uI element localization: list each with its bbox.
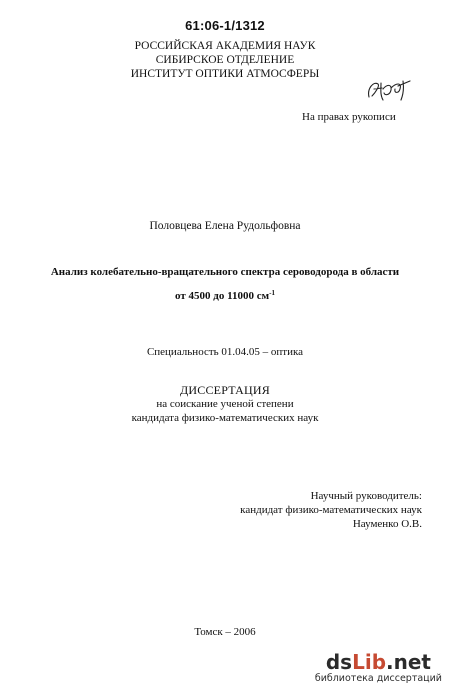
dissertation-title [0,262,450,307]
specialty: Специальность 01.04.05 – оптика [146,346,304,358]
rights-notice: На правах рукописи [302,111,396,123]
dslib-watermark [315,651,442,685]
advisor-block [240,489,422,531]
watermark-logo: dsLib.net [325,650,431,674]
degree-line-1: на соискание ученой степени [156,398,294,410]
institution-line-branch: СИБИРСКОЕ ОТДЕЛЕНИЕ [155,54,295,66]
watermark-subtitle: библиотека диссертаций [314,673,442,684]
title-line-1: Анализ колебательно-вращательного спектра сероводорода в области [50,266,400,278]
dissertation-block [0,383,450,425]
title-line-2 [0,283,450,307]
document-code: 61:06-1/1312 [185,18,265,33]
institution-line-academy: РОССИЙСКАЯ АКАДЕМИЯ НАУК [134,40,316,52]
title-line-2-text: от 4500 до 11000 см [175,290,270,302]
dissertation-heading: ДИССЕРТАЦИЯ [180,383,270,397]
degree-line-2: кандидата физико-математических наук [131,412,319,424]
advisor-name: Науменко О.В. [352,518,422,530]
title-superscript: -1 [269,289,275,297]
advisor-label: Научный руководитель: [310,490,422,502]
city-year: Томск – 2006 [194,626,256,638]
author-name: Половцева Елена Рудольфовна [149,220,301,232]
institution-line-institute: ИНСТИТУТ ОПТИКИ АТМОСФЕРЫ [130,68,320,80]
handwritten-signature [365,75,413,105]
advisor-degree: кандидат физико-математических наук [240,504,422,516]
